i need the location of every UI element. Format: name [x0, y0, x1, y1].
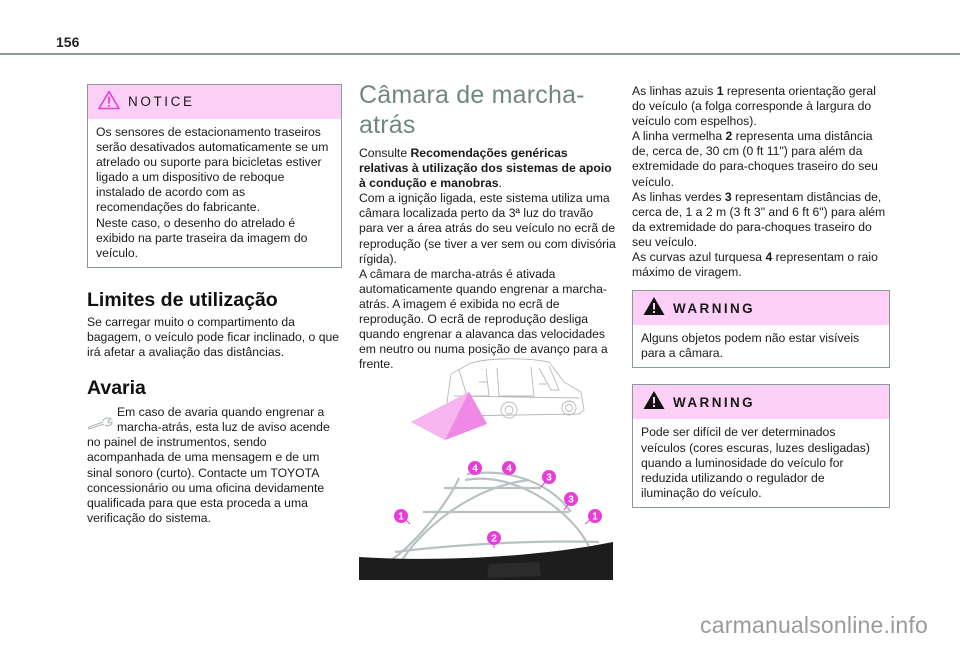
warning-triangle-filled-icon — [643, 390, 665, 414]
avaria-body — [87, 405, 342, 526]
camera-text-2: A câmara de marcha-atrás é ativada automaticamente quando engrenar a marcha-atrás. A imagem é exibida no ecrã de reprodução. O ecrã de reprodução desliga quando engrenar a alavanca das velocidades em neutro ou numa posição de avanço para a frente. — [359, 266, 608, 372]
camera-field-cone — [411, 392, 487, 440]
parking-guidelines — [387, 473, 599, 562]
guideline-2-pre: A linha vermelha — [632, 129, 726, 144]
warning-body-2 — [633, 419, 889, 506]
warning-header-2 — [633, 385, 889, 419]
avaria-text-rest: no painel de instrumentos, sendo acompanhada de uma mensagem e de um sinal sonoro (curto). Contacte um TOYOTA concessionário ou uma oficina devidamente qualificada para que esta proceda a uma verificação do sistema. — [87, 435, 325, 525]
notice-text-2: Neste caso, o desenho do atrelado é exibido na parte traseira da imagem do veículo. — [96, 215, 308, 260]
svg-text:1: 1 — [592, 511, 598, 523]
notice-header — [88, 85, 341, 119]
guideline-4-text — [632, 250, 890, 280]
guideline-2-number: 2 — [725, 129, 733, 144]
consult-suffix: . — [498, 176, 502, 191]
consult-prefix: Consulte — [359, 146, 411, 160]
guideline-1-post: representa orientação geral do veículo (a folga corresponde à largura do veículo com espelhos). — [632, 84, 876, 129]
guideline-3-text — [632, 190, 890, 250]
guideline-2-text — [632, 129, 890, 189]
page-number: 156 — [56, 34, 80, 50]
svg-text:2: 2 — [491, 533, 497, 545]
guideline-2-post: representa uma distância de, cerca de, 30 cm (0 ft 11") para além da extremidade do para-choques traseiro do seu veículo. — [632, 129, 878, 189]
consult-text — [359, 146, 617, 191]
limits-text: Se carregar muito o compartimento da bagagem, o veículo pode ficar inclinado, o que irá afetar a avaliação das distâncias. — [87, 314, 340, 360]
avaria-text-indent: Em caso de avaria quando engrenar a marcha-atrás, esta luz de aviso acende — [117, 405, 330, 435]
notice-box — [87, 84, 342, 268]
rear-bumper — [359, 542, 613, 580]
guideline-3-pre: As linhas verdes — [632, 189, 725, 204]
warning-header-1 — [633, 291, 889, 325]
column-right — [632, 84, 890, 508]
svg-text:4: 4 — [472, 463, 478, 475]
consult-link[interactable]: Recomendações genéricas relativas à utilização dos sistemas de apoio à condução e manobras — [359, 146, 612, 191]
avaria-heading: Avaria — [87, 377, 146, 400]
column-left — [87, 84, 342, 526]
guideline-1-number: 1 — [716, 84, 724, 98]
wrench-icon — [87, 415, 115, 431]
warning-box-2 — [632, 384, 890, 507]
notice-text-1: Os sensores de estacionamento traseiros serão desativados automaticamente se um atrelado ou suporte para bicicletas estiver ligado a um dispositivo de reboque instalado de acordo com as recomendações do fabricante. — [96, 125, 329, 215]
warning-title-2: WARNING — [673, 394, 756, 410]
svg-text:3: 3 — [546, 472, 552, 484]
warning-body-1 — [633, 325, 889, 367]
guideline-1-pre: As linhas azuis — [632, 84, 717, 98]
watermark-link[interactable]: carmanualsonline.info — [700, 612, 928, 638]
guideline-3-number: 3 — [724, 189, 732, 204]
svg-text:1: 1 — [398, 511, 404, 523]
warning-text-2: Pode ser difícil de ver determinados veículos (cores escuras, luzes desligadas) quando a luminosidade do veículo for reduzida utilizando o regulador de iluminação do veículo. — [641, 425, 870, 500]
column-middle — [359, 80, 617, 372]
warning-triangle-outline-icon — [98, 90, 120, 114]
rear-camera-figure — [359, 352, 613, 580]
guideline-3-post: representam distâncias de, cerca de, 1 a 2 m (3 ft 3" and 6 ft 6") para além da extremidade do para-choques traseiro do seu veículo. — [632, 189, 886, 249]
warning-box-1 — [632, 290, 890, 368]
guideline-4-number: 4 — [765, 250, 773, 265]
guideline-4-pre: As curvas azul turquesa — [632, 250, 766, 265]
warning-triangle-filled-icon — [643, 296, 665, 320]
svg-text:4: 4 — [506, 463, 512, 475]
page-title: Câmara de marcha-atrás — [359, 81, 585, 139]
guideline-1-text — [632, 84, 890, 129]
notice-title: NOTICE — [128, 94, 195, 110]
camera-text-1: Com a ignição ligada, este sistema utiliza uma câmara localizada perto da 3ª luz do travão para ver a área atrás do seu veículo no ecrã de reprodução (se tiver a ver sem ou com divisória rígida). — [359, 191, 616, 266]
warning-title-1: WARNING — [673, 300, 756, 316]
top-rule — [0, 53, 960, 55]
limits-heading: Limites de utilização — [87, 288, 278, 311]
guideline-4-post: representam o raio máximo de viragem. — [632, 250, 878, 280]
svg-text:3: 3 — [568, 494, 574, 506]
notice-body — [88, 119, 341, 267]
warning-text-1: Alguns objetos podem não estar visíveis para a câmara. — [641, 331, 860, 361]
